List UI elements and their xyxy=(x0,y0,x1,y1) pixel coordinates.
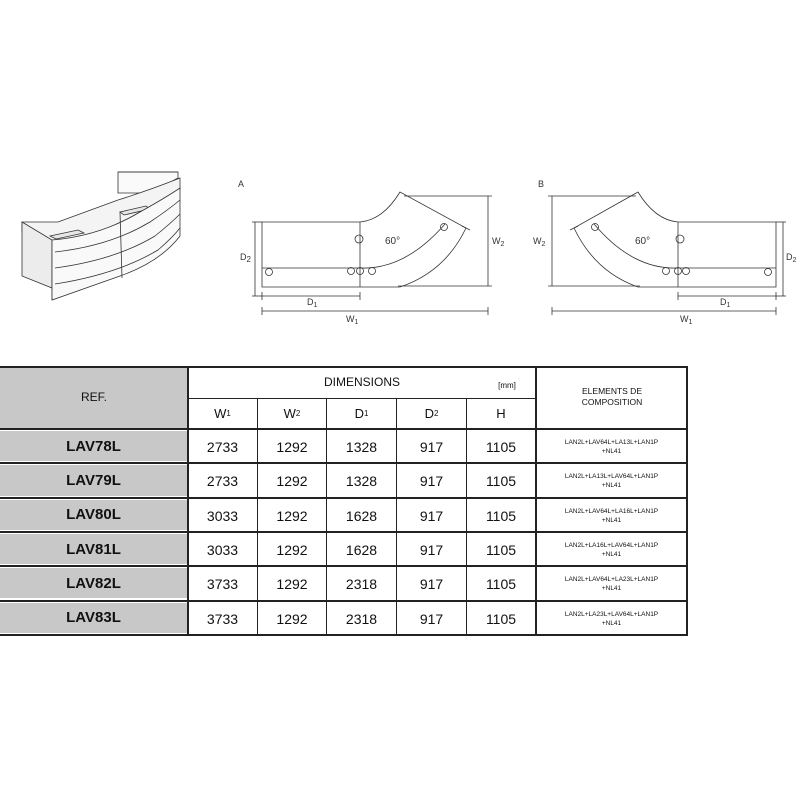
table-cell-value: 1105 xyxy=(485,473,517,490)
plan-b-label: B xyxy=(538,179,545,189)
table-cell-value: 1328 xyxy=(345,473,378,490)
table-cell-value: 1105 xyxy=(485,439,517,456)
desk-perspective-illustration xyxy=(22,172,180,300)
row-elements-line2: +NL41 xyxy=(601,448,622,456)
table-cell-value: 2733 xyxy=(206,473,239,490)
elements-header-line1: ELEMENTS DE xyxy=(582,386,642,396)
table-cell-value: 1105 xyxy=(485,542,517,559)
ref-header-text: REF. xyxy=(80,390,107,404)
table-cell-value: 3033 xyxy=(206,542,239,559)
table-cell-value: 1628 xyxy=(345,542,378,559)
row-elements-line1: LAN2L+LAV64L+LA23L+LAN1P xyxy=(564,576,659,584)
table-cell-value: 917 xyxy=(419,473,444,490)
table-cell-value: 1292 xyxy=(276,473,308,490)
col-line-d2 xyxy=(396,398,397,636)
table-cell-value: 1105 xyxy=(485,610,517,627)
table-cell-value: 917 xyxy=(419,439,444,456)
table-cell-value: 1328 xyxy=(345,439,378,456)
dimensions-table xyxy=(0,366,688,636)
row-ref: LAV80L xyxy=(0,500,187,530)
col-line-elements xyxy=(535,366,537,636)
plan-b-dim-d1: $D_1$ xyxy=(720,297,731,309)
column-header-subscript: 1 xyxy=(363,409,369,418)
table-cell-value: 917 xyxy=(419,507,444,524)
table-cell-value: 917 xyxy=(419,576,444,593)
row-elements-line2: +NL41 xyxy=(601,619,622,627)
table-cell-value: 2733 xyxy=(206,439,239,456)
plan-a-drawing xyxy=(238,179,505,326)
row-elements-line1: LAN2L+LA23L+LAV64L+LAN1P xyxy=(564,610,659,618)
row-elements-line1: LAN2L+LA13L+LAV64L+LAN1P xyxy=(564,473,659,481)
row-elements-line1: LAN2L+LAV64L+LA13L+LAN1P xyxy=(564,439,659,447)
plan-b-angle: 60° xyxy=(635,236,651,247)
row-elements xyxy=(537,602,686,636)
row-elements xyxy=(537,430,686,464)
table-cell-value: 1292 xyxy=(276,507,308,524)
row-separator xyxy=(0,634,688,636)
column-header xyxy=(327,399,396,428)
plan-a-angle: 60° xyxy=(385,236,401,247)
row-ref: LAV83L xyxy=(0,603,187,633)
plan-a-dim-d1: $D_1$ xyxy=(307,297,318,309)
header-bottom-line xyxy=(0,428,688,430)
plan-a-dim-w2: $W_2$ xyxy=(492,236,505,248)
row-elements xyxy=(537,464,686,498)
table-cell-value: 1105 xyxy=(485,576,517,593)
row-elements-line2: +NL41 xyxy=(601,551,622,559)
row-ref: LAV81L xyxy=(0,534,187,564)
dimensions-header-text: DIMENSIONS xyxy=(323,375,400,389)
column-header xyxy=(397,399,466,428)
table-cell-value: 2318 xyxy=(345,610,378,627)
elements-header xyxy=(536,366,688,428)
column-header-subscript: 2 xyxy=(433,409,439,418)
table-cell-value: 3733 xyxy=(206,610,239,627)
table-top-border xyxy=(0,366,688,368)
plan-a-label: A xyxy=(238,179,245,189)
row-elements-line1: LAN2L+LA16L+LAV64L+LAN1P xyxy=(564,542,659,550)
plan-b-dim-d2: $D_2$ xyxy=(786,252,797,264)
plan-b-dim-w1: $W_1$ xyxy=(680,314,693,326)
row-ref: LAV79L xyxy=(0,465,187,495)
row-ref: LAV82L xyxy=(0,568,187,598)
table-cell-value: 3033 xyxy=(206,507,239,524)
plan-a-dim-d2: D2 xyxy=(240,252,251,264)
column-header-base: D xyxy=(354,406,364,421)
column-header-base: D xyxy=(424,406,434,421)
row-elements-line1: LAN2L+LAV64L+LA16L+LAN1P xyxy=(564,507,659,515)
table-cell-value: 1292 xyxy=(276,576,308,593)
col-line-ref xyxy=(187,366,189,636)
column-header xyxy=(467,399,535,428)
table-cell-value: 1105 xyxy=(485,507,517,524)
table-cell-value: 1292 xyxy=(276,542,308,559)
column-header-subscript: 1 xyxy=(226,409,231,418)
plan-b-drawing xyxy=(533,179,797,326)
table-cell-value: 1292 xyxy=(276,610,308,627)
table-cell-value: 917 xyxy=(419,542,444,559)
column-header-subscript: 2 xyxy=(295,409,301,418)
column-header-base: W xyxy=(283,406,296,421)
unit-label xyxy=(482,378,532,392)
table-right-border xyxy=(686,366,688,636)
unit-text: [mm] xyxy=(498,380,516,390)
plan-b-dim-w2: $W_2$ xyxy=(533,236,546,248)
col-line-d1 xyxy=(326,398,327,636)
plan-a-dim-w1: $W_1$ xyxy=(346,314,359,326)
technical-drawings xyxy=(0,0,800,360)
column-header-base: W xyxy=(214,406,227,421)
col-line-h xyxy=(466,398,467,636)
column-header xyxy=(188,399,257,428)
table-cell-value: 917 xyxy=(419,610,444,627)
ref-header xyxy=(0,366,188,428)
row-elements xyxy=(537,533,686,567)
row-elements-line2: +NL41 xyxy=(601,516,622,524)
column-header-base: H xyxy=(496,406,506,421)
elements-header-line2: COMPOSITION xyxy=(581,397,643,407)
col-line-w2 xyxy=(257,398,258,636)
dim-subheader-line xyxy=(188,398,536,399)
table-cell-value: 3733 xyxy=(206,576,239,593)
row-elements xyxy=(537,567,686,601)
column-header xyxy=(258,399,326,428)
table-cell-value: 1628 xyxy=(345,507,378,524)
row-ref: LAV78L xyxy=(0,431,187,461)
table-cell-value: 1292 xyxy=(276,439,308,456)
row-elements-line2: +NL41 xyxy=(601,482,622,490)
table-cell-value: 2318 xyxy=(345,576,378,593)
row-elements-line2: +NL41 xyxy=(601,585,622,593)
row-elements xyxy=(537,499,686,533)
